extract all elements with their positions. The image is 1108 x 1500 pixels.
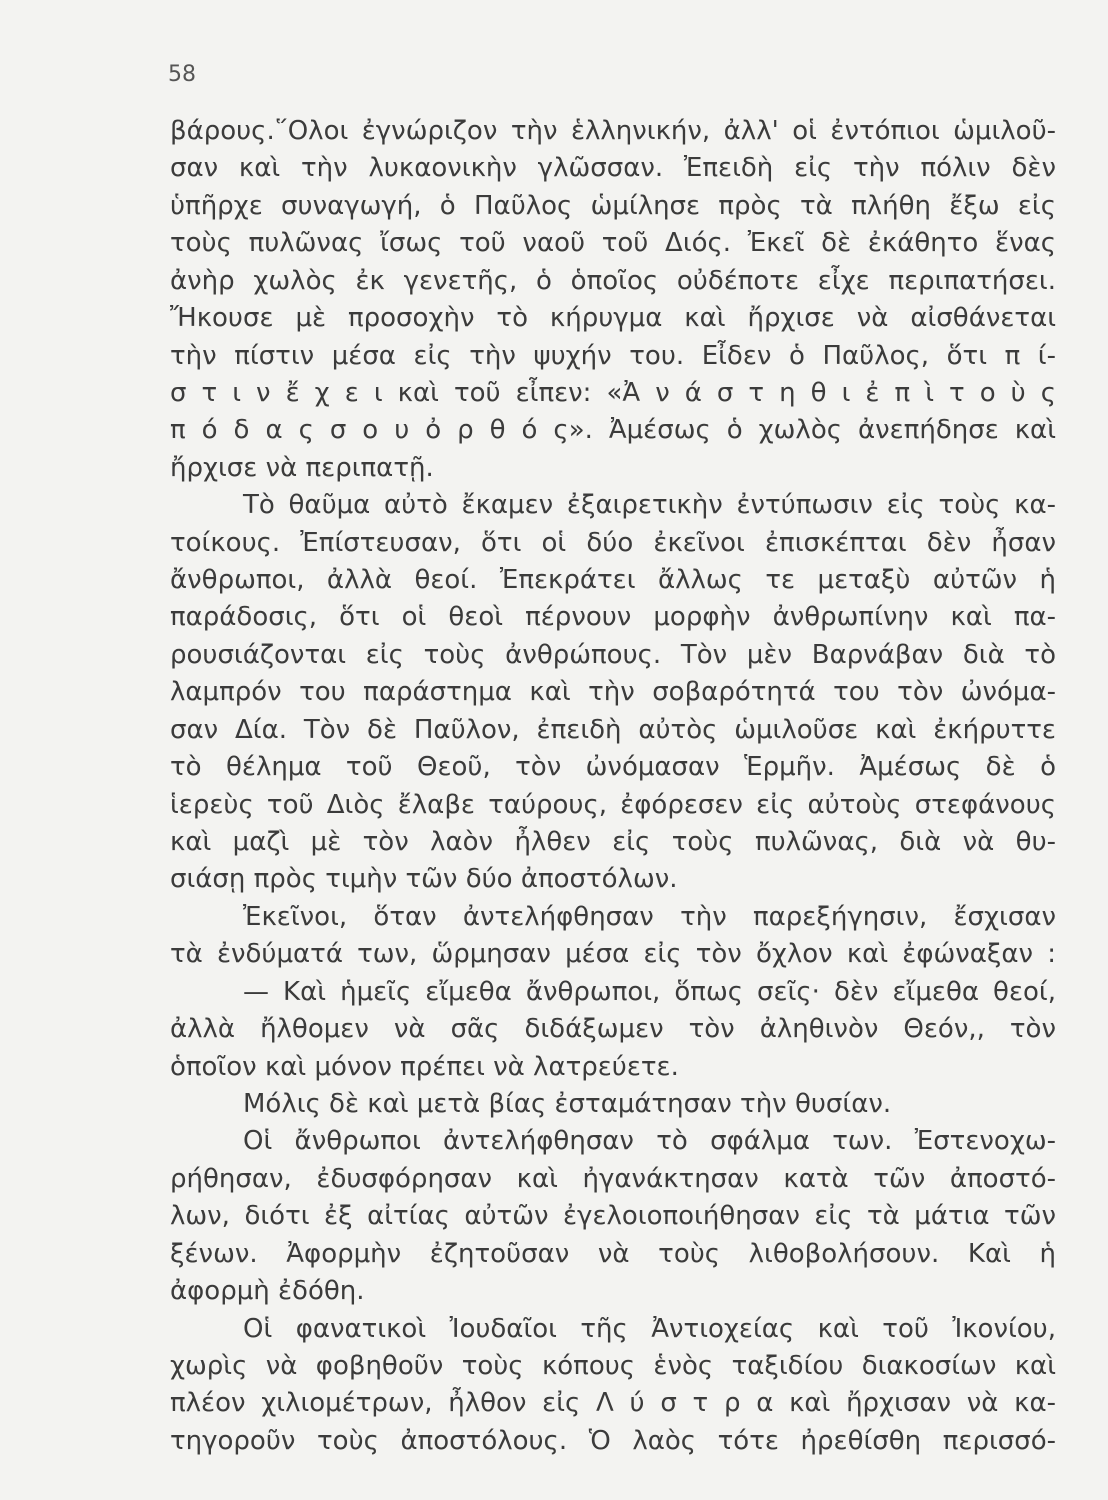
- text-line: Τὸ θαῦμα αὐτὸ ἔκαμεν ἐξαιρετικὴν ἐντύπωσιν εἰς τοὺς κα-: [243, 490, 1056, 521]
- text-line: ρουσιάζονται εἰς τοὺς ἀνθρώπους. Τὸν μὲν Βαρνάβαν διὰ τὸ: [170, 639, 1056, 670]
- text-line: σ τ ι ν ἔ χ ε ι καὶ τοῦ εἶπεν: «Ἀ ν ά σ τ η θ ι ἐ π ὶ τ ο ὺ ς: [170, 377, 1056, 408]
- text-line: π ό δ α ς σ ο υ ὀ ρ θ ό ς». Ἀμέσως ὁ χωλὸς ἀνεπήδησε καὶ: [170, 415, 1056, 446]
- text-line: σιάσῃ πρὸς τιμὴν τῶν δύο ἀποστόλων.: [170, 864, 678, 895]
- body-text: [170, 113, 1056, 1460]
- text-line: ἄνθρωποι, ἀλλὰ θεοί. Ἐπεκράτει ἄλλως τε μεταξὺ αὐτῶν ἡ: [170, 565, 1056, 596]
- text-line: ξένων. Ἀφορμὴν ἐζητοῦσαν νὰ τοὺς λιθοβολήσουν. Καὶ ἡ: [170, 1238, 1056, 1269]
- text-line: καὶ μαζὶ μὲ τὸν λαὸν ἦλθεν εἰς τοὺς πυλῶνας, διὰ νὰ θυ-: [170, 827, 1056, 858]
- text-line: λαμπρόν του παράστημα καὶ τὴν σοβαρότητά του τὸν ὠνόμα-: [170, 677, 1056, 708]
- text-line: λων, διότι ἐξ αἰτίας αὐτῶν ἐγελοιοποιήθησαν εἰς τὰ μάτια τῶν: [170, 1201, 1056, 1232]
- text-line: τοὺς πυλῶνας ἴσως τοῦ ναοῦ τοῦ Διός. Ἐκεῖ δὲ ἐκάθητο ἕνας: [170, 228, 1056, 259]
- text-line: ἀλλὰ ἤλθομεν νὰ σᾶς διδάξωμεν τὸν ἀληθινὸν Θεόν,, τὸν: [170, 1014, 1056, 1045]
- text-line: σαν Δία. Τὸν δὲ Παῦλον, ἐπειδὴ αὐτὸς ὡμιλοῦσε καὶ ἐκήρυττε: [170, 714, 1056, 745]
- page-number: 58: [168, 62, 196, 87]
- text-line: Οἱ ἄνθρωποι ἀντελήφθησαν τὸ σφάλμα των. Ἐστενοχω-: [243, 1126, 1056, 1157]
- text-line: παράδοσις, ὅτι οἱ θεοὶ πέρνουν μορφὴν ἀνθρωπίνην καὶ πα-: [170, 602, 1056, 633]
- text-line: βάρους.῞Ολοι ἐγνώριζον τὴν ἑλληνικήν, ἀλλ' οἱ ἐντόπιοι ὡμιλοῦ-: [170, 116, 1056, 146]
- text-line: ἀνὴρ χωλὸς ἐκ γενετῆς, ὁ ὁποῖος οὐδέποτε εἶχε περιπατήσει.: [170, 265, 1056, 296]
- text-line: ρήθησαν, ἐδυσφόρησαν καὶ ἠγανάκτησαν κατὰ τῶν ἀποστό-: [170, 1163, 1056, 1194]
- text-line: σαν καὶ τὴν λυκαονικὴν γλῶσσαν. Ἐπειδὴ εἰς τὴν πόλιν δὲν: [170, 153, 1056, 184]
- text-line: Ἤκουσε μὲ προσοχὴν τὸ κήρυγμα καὶ ἤρχισε νὰ αἰσθάνεται: [170, 303, 1056, 334]
- text-line: Οἱ φανατικοὶ Ἰουδαῖοι τῆς Ἀντιοχείας καὶ τοῦ Ἰκονίου,: [243, 1313, 1056, 1344]
- text-line: ἀφορμὴ ἐδόθη.: [170, 1276, 365, 1307]
- text-line: ὁποῖον καὶ μόνον πρέπει νὰ λατρεύετε.: [170, 1051, 679, 1082]
- text-line: Ἐκεῖνοι, ὅταν ἀντελήφθησαν τὴν παρεξήγησιν, ἔσχισαν: [243, 901, 1056, 932]
- text-line: ὑπῆρχε συναγωγή, ὁ Παῦλος ὡμίλησε πρὸς τὰ πλήθη ἔξω εἰς: [170, 190, 1056, 221]
- text-line: τηγοροῦν τοὺς ἀποστόλους. Ὁ λαὸς τότε ἠρεθίσθη περισσό-: [170, 1425, 1056, 1456]
- text-line: ἤρχισε νὰ περιπατῇ.: [170, 452, 434, 483]
- text-line: τὴν πίστιν μέσα εἰς τὴν ψυχήν του. Εἶδεν ὁ Παῦλος, ὅτι π ί-: [170, 340, 1056, 371]
- text-line: τὰ ἐνδύματά των, ὥρμησαν μέσα εἰς τὸν ὄχλον καὶ ἐφώναξαν :: [170, 939, 1056, 970]
- text-line: — Καὶ ἡμεῖς εἴμεθα ἄνθρωποι, ὅπως σεῖς· δὲν εἴμεθα θεοί,: [243, 976, 1056, 1007]
- text-line: ἱερεὺς τοῦ Διὸς ἔλαβε ταύρους, ἐφόρεσεν εἰς αὐτοὺς στεφάνους: [170, 789, 1056, 820]
- text-line: Μόλις δὲ καὶ μετὰ βίας ἐσταμάτησαν τὴν θυσίαν.: [243, 1088, 892, 1119]
- text-line: τοίκους. Ἐπίστευσαν, ὅτι οἱ δύο ἐκεῖνοι ἐπισκέπται δὲν ἦσαν: [170, 527, 1056, 558]
- text-line: τὸ θέλημα τοῦ Θεοῦ, τὸν ὠνόμασαν Ἑρμῆν. Ἀμέσως δὲ ὁ: [170, 752, 1056, 783]
- text-line: χωρὶς νὰ φοβηθοῦν τοὺς κόπους ἑνὸς ταξιδίου διακοσίων καὶ: [170, 1350, 1056, 1381]
- text-line: πλέον χιλιομέτρων, ἦλθον εἰς Λ ύ σ τ ρ α καὶ ἤρχισαν νὰ κα-: [170, 1388, 1056, 1419]
